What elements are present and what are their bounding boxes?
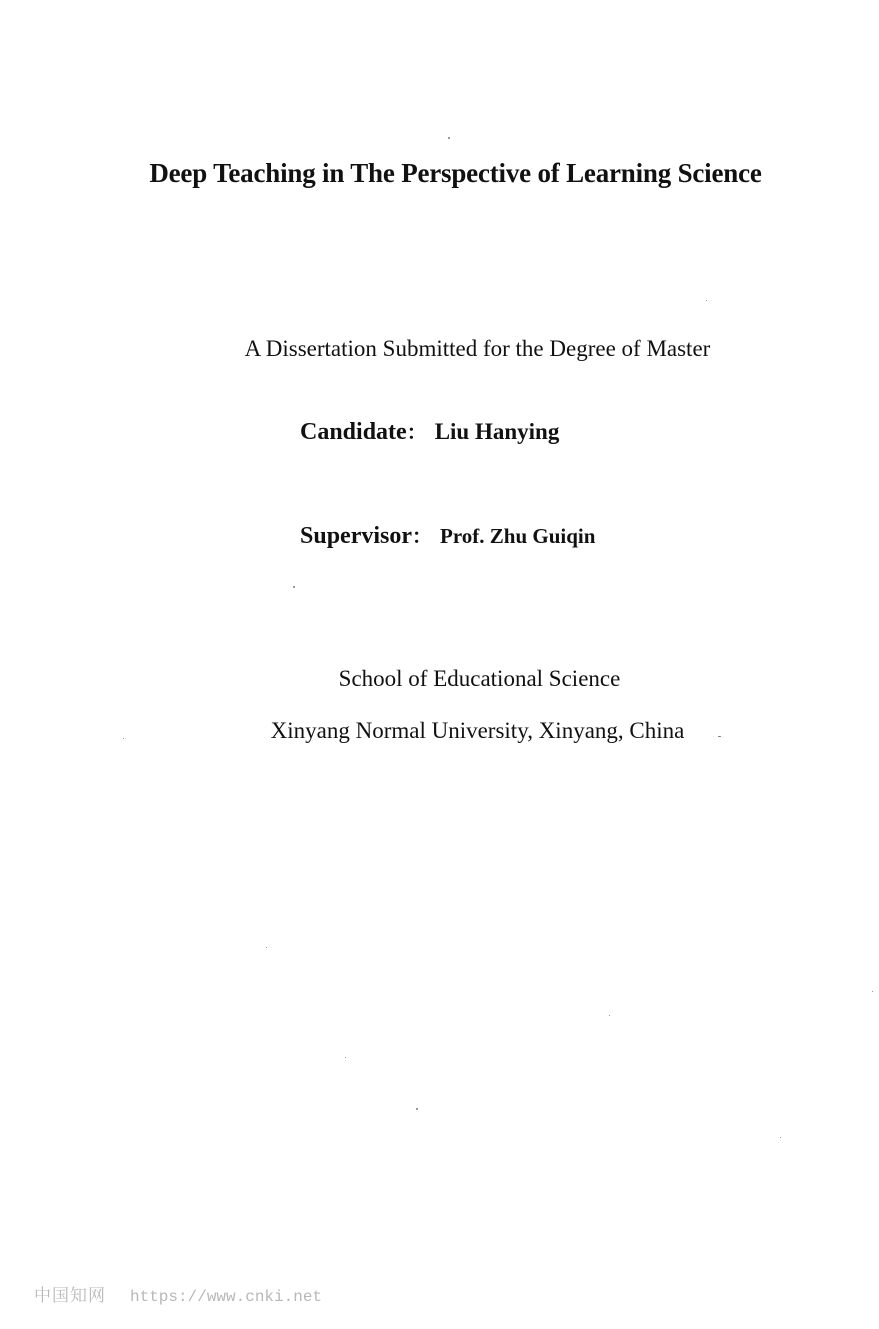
- cnki-watermark: [34, 1281, 322, 1306]
- scan-speck: [706, 300, 707, 301]
- supervisor-separator: ：: [412, 526, 433, 548]
- scan-speck: [293, 586, 295, 588]
- scan-speck: [872, 991, 873, 992]
- dissertation-title: Deep Teaching in The Perspective of Learning Science: [149, 158, 762, 188]
- candidate-name: Liu Hanying: [434, 419, 560, 444]
- school-name: School of Educational Science: [338, 666, 621, 691]
- candidate-separator: ：: [406, 422, 427, 444]
- candidate-label: Candidate: [300, 419, 407, 445]
- scan-speck: [123, 738, 124, 739]
- scan-speck: [345, 1057, 346, 1058]
- scan-speck: [448, 137, 450, 139]
- scan-speck: [266, 947, 267, 948]
- supervisor-label: Supervisor: [300, 523, 413, 549]
- scan-speck: [609, 1015, 610, 1016]
- supervisor-name: Prof. Zhu Guiqin: [440, 524, 596, 548]
- watermark-url: https://www.cnki.net: [130, 1288, 323, 1306]
- degree-statement: A Dissertation Submitted for the Degree of Master: [244, 336, 711, 361]
- watermark-site-name: 中国知网: [34, 1286, 106, 1306]
- supervisor-line: [300, 520, 595, 550]
- scan-speck: [718, 736, 721, 737]
- candidate-line: [300, 416, 559, 446]
- scan-speck: [416, 1108, 418, 1110]
- scan-speck: [780, 1137, 781, 1138]
- university-name: Xinyang Normal University, Xinyang, China: [270, 718, 685, 743]
